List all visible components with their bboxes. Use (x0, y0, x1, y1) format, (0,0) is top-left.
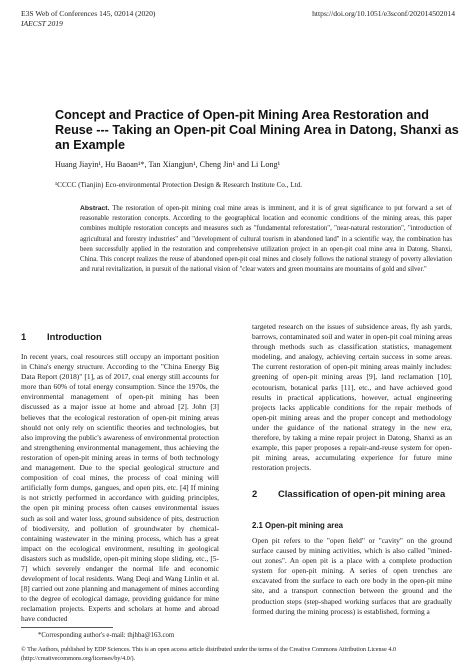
author-list: Huang Jiayin¹, Hu Baoan¹*, Tan Xiangjun¹, Cheng Jin¹ and Li Long¹ (55, 160, 281, 169)
section-2-1-body (252, 536, 452, 617)
section-2-heading (252, 488, 452, 500)
copyright-notice: © The Authors, published by EDP Sciences. This is an open access article distributed under the terms of the Creative Commons Attribution License 4.0 (http://creativecommons.org/licenses/by/4.0/). (21, 646, 397, 662)
affiliation: ¹CCCC (Tianjin) Eco-environmental Protection Design & Research Institute Co., Ltd. (55, 181, 303, 189)
intro-paragraph: In recent years, coal resources still occupy an important position in China's energy structure. According to the "China Energy Big Data Report (2018)" [1], as of 2017, coal energy still accounts for more than 60% of total energy consumption. Since the 1970s, the environmental management of open-pit mining has been discussed as a major issue at home and abroad [2]. John [3] believes that the ecological restoration of open-pit mining areas should not only rely on scientific theories and technologies, but also improving the public's awareness of environmental protection and strengthening environmental management, thus achieving the restoration of open-pit mining areas in terms of both technology and management. Due to the special geological structure and composition of coal mines, the process of coal mining will artificially form dumps, gangues, and open pits, etc. [4] If mining is not strictly performed in accordance with guiding principles, the open pit mining process often causes environmental issues such as soil and water loss, ground subsidence of pits, destruction of biodiversity, and pollution of groundwater by chemical-containing wastewater in the mining process, which has a great impact on the ecological environment, resulting in geological disasters such as mudslide, open-pit mining slope sliding, etc., [5-7] which severely endanger the normal life and economic development of local residents. Wang Deqi and Wang Linlin et al. [8] carried out zone planning and management of mines according to the degree of ecological damage, providing guidance for mine reclamation projects. Experts and scholars at home and abroad have conducted (21, 352, 219, 624)
section-1-heading (21, 331, 102, 343)
footnote-divider (21, 627, 113, 628)
doi-link[interactable]: https://doi.org/10.1051/e3sconf/202014502014 (312, 9, 455, 18)
intro-continued-paragraph: targeted research on the issues of subsidence areas, fly ash yards, barrows, contaminated soil and water in open-pit coal mining areas through methods such as classification statistics, management modeling, and analogy, achieving certain success in some areas. The current restoration of open-pit mining areas mainly includes: greening of open-pit mining areas [9], land reclamation [10], ecotourism, botanical parks [11], etc., and have achieved good results in practical applications, however, actual engineering projects lacks applicable conditions for the repair methods of open-pit mining areas and the proper concept and methodology under the guidance of the national strategy in the new era, therefore, by taking a mine repair project in Datong, Shanxi as an example, this paper proposes a repair-and-reuse system for open-pit mining areas, accumulating experience for future mine restoration projects. (252, 322, 452, 473)
section-2-title: Classification of open-pit mining area (278, 488, 446, 499)
paper-title: Concept and Practice of Open-pit Mining Area Restoration and Reuse --- Taking an Open-pit Coal Mining Area in Datong, Shanxi as an Example (55, 108, 459, 152)
abstract-label: Abstract. (80, 205, 110, 212)
open-pit-paragraph: Open pit refers to the "open field" or "cavity" on the ground surface caused by mining activities, which is also called "mined-out zones". An open pit is a place with a complete production system for open-pit mining. A series of open trenches are excavated from the surface to each ore body in the open-pit mine site, and a transport connection between the ground and the production steps (step-shaped working surfaces that are gradually formed during the mining process) is established, forming a (252, 536, 452, 616)
right-column (252, 322, 452, 473)
corresponding-author-footnote: *Corresponding author's e-mail: thjhba@163.com (38, 632, 175, 639)
left-column (21, 352, 219, 625)
section-2-1-number: 2.1 (252, 521, 263, 530)
abstract (80, 204, 452, 275)
section-2-number: 2 (252, 488, 258, 499)
abstract-text: The restoration of open-pit mining coal mine areas is imminent, and it is of great significance to put forward a set of reasonable restoration concepts. According to the geographical location and economic conditions of the mining areas, this paper combines multiple restoration concepts and measures such as "fundamental reforestation", "near-natural restoration", "introduction of agricultural and forestry industries" and "development of cultural tourism in abandoned land" in a scientific way, the combination has been successfully applied in the restoration and comprehensive utilization project in an open-pit coal mine area in Datong, Shanxi, China. This concept realizes the reuse of abandoned open-pit coal mines and closely follows the national strategy of poverty alleviation and rural revitalization, in pursuit of the national vision of "clear waters and green mountains are mountains of gold and silver." (80, 205, 452, 274)
section-1-number: 1 (21, 331, 27, 342)
section-1-title: Introduction (47, 331, 102, 342)
section-2-1-heading (252, 521, 343, 531)
journal-header (21, 9, 155, 29)
section-2-1-title: Open-pit mining area (265, 521, 343, 530)
conference-name: IAECST 2019 (21, 19, 63, 28)
journal-name: E3S Web of Conferences 145, 02014 (2020) (21, 9, 156, 18)
